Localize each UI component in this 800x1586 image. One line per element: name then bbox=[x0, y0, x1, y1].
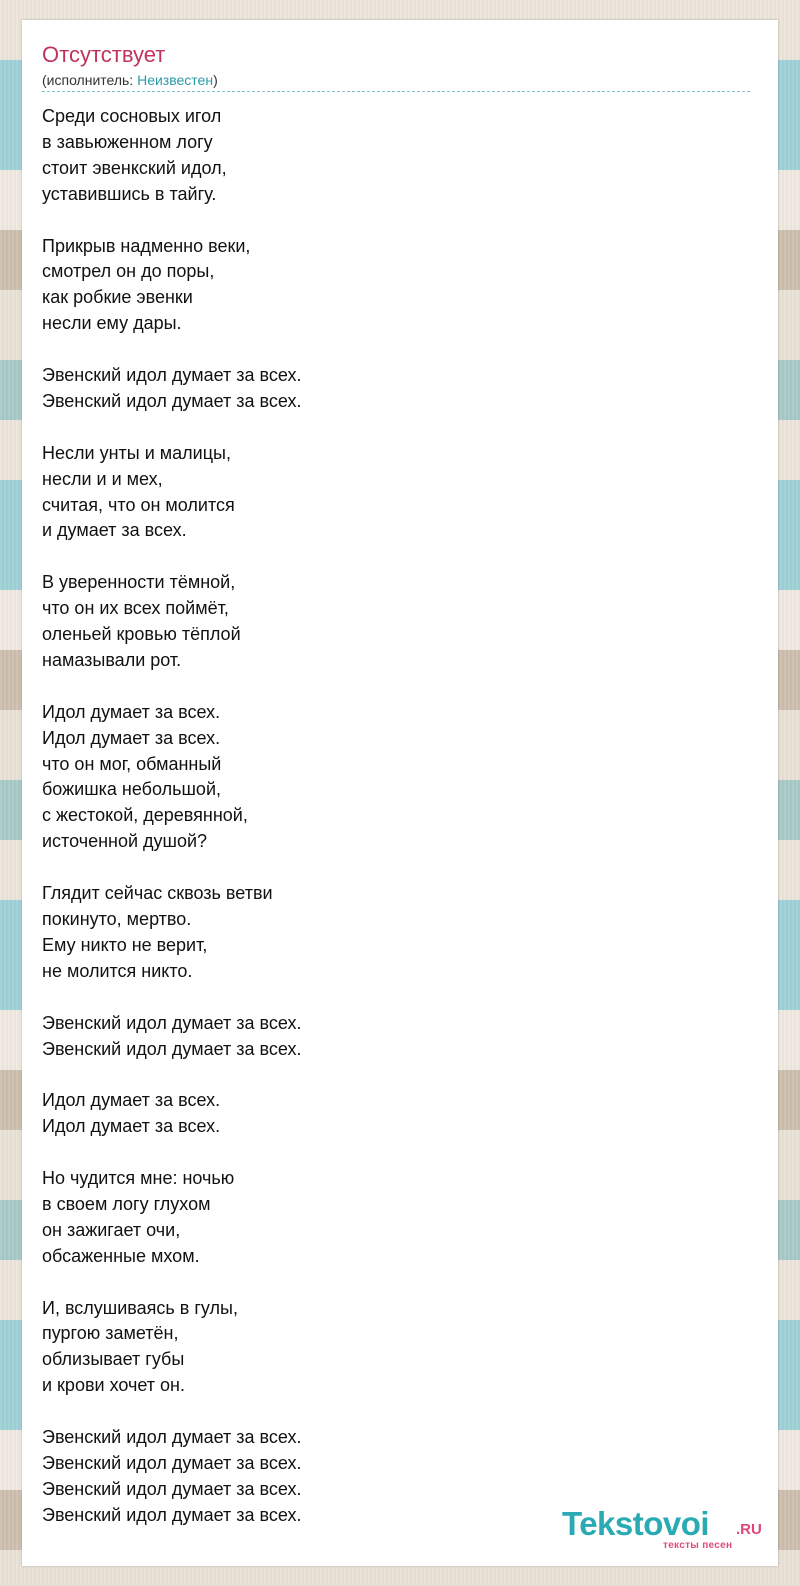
lyrics-stanza bbox=[42, 881, 742, 985]
logo-name: Tekstovoi bbox=[562, 1505, 710, 1542]
lyrics-line: Глядит сейчас сквозь ветви bbox=[42, 883, 273, 904]
artist-line bbox=[42, 71, 218, 89]
lyrics-line: несли и и мех, bbox=[42, 468, 163, 489]
lyrics-line: Идол думает за всех. bbox=[42, 1116, 221, 1137]
lyrics-stanza bbox=[42, 234, 742, 338]
lyrics-line: Среди сосновых игол bbox=[42, 106, 222, 126]
artist-link[interactable]: Неизвестен bbox=[137, 72, 214, 88]
lyrics-line: Эвенский идол думает за всех. bbox=[42, 1038, 302, 1059]
logo-tagline: тексты песен bbox=[663, 1540, 733, 1551]
lyrics-line: И, вслушиваясь в гулы, bbox=[42, 1297, 238, 1318]
lyrics-line: не молится никто. bbox=[42, 960, 193, 981]
lyrics-stanza bbox=[42, 570, 742, 674]
lyrics-line: стоит эвенкский идол, bbox=[42, 157, 227, 178]
lyrics-line: Но чудится мне: ночью bbox=[42, 1168, 235, 1189]
lyrics-stanza bbox=[42, 1088, 742, 1140]
lyrics-line: В уверенности тёмной, bbox=[42, 572, 236, 593]
lyrics-line: и крови хочет он. bbox=[42, 1375, 185, 1396]
lyrics-line: Эвенский идол думает за всех. bbox=[42, 390, 302, 411]
lyrics-line: Эвенский идол думает за всех. bbox=[42, 1478, 302, 1499]
site-logo[interactable] bbox=[562, 1506, 772, 1552]
lyrics-line: считая, что он молится bbox=[42, 494, 235, 515]
lyrics-stanza bbox=[42, 441, 742, 545]
lyrics-line: оленьей кровью тёплой bbox=[42, 624, 241, 645]
lyrics-line: обсаженные мхом. bbox=[42, 1245, 200, 1266]
lyrics-line: источенной душой? bbox=[42, 831, 208, 852]
lyrics-line: Эвенский идол думает за всех. bbox=[42, 1012, 302, 1033]
logo-tld: .RU bbox=[736, 1521, 762, 1538]
lyrics-line: он зажигает очи, bbox=[42, 1219, 181, 1240]
lyrics-line: Эвенский идол думает за всех. bbox=[42, 1452, 302, 1473]
lyrics-line: смотрел он до поры, bbox=[42, 261, 215, 282]
lyrics-line: Идол думает за всех. bbox=[42, 727, 221, 748]
lyrics-stanza bbox=[42, 1166, 742, 1270]
lyrics-line: несли ему дары. bbox=[42, 313, 182, 334]
lyrics-line: Эвенский идол думает за всех. bbox=[42, 1427, 302, 1448]
lyrics-line: Несли унты и малицы, bbox=[42, 442, 231, 463]
song-title: Отсутствует bbox=[42, 42, 166, 67]
lyrics-line: Идол думает за всех. bbox=[42, 1090, 221, 1111]
lyrics-line: что он их всех поймёт, bbox=[42, 598, 229, 619]
lyrics-line: Эвенский идол думает за всех. bbox=[42, 1504, 302, 1525]
lyrics-stanza bbox=[42, 700, 742, 855]
lyrics-line: уставившись в тайгу. bbox=[42, 183, 217, 204]
lyrics-stanza bbox=[42, 1296, 742, 1400]
lyrics-stanza bbox=[42, 104, 742, 208]
lyrics-stanza bbox=[42, 363, 742, 415]
lyrics-card bbox=[22, 20, 778, 1566]
lyrics-line: божишка небольшой, bbox=[42, 779, 221, 800]
lyrics-line: и думает за всех. bbox=[42, 520, 187, 541]
lyrics-stanza bbox=[42, 1011, 742, 1063]
lyrics-line: с жестокой, деревянной, bbox=[42, 805, 248, 826]
lyrics-line: как робкие эвенки bbox=[42, 287, 193, 308]
lyrics-line: Прикрыв надменно веки, bbox=[42, 235, 251, 256]
lyrics-line: в своем логу глухом bbox=[42, 1193, 211, 1214]
lyrics-line: в завьюженном логу bbox=[42, 131, 213, 152]
lyrics-text bbox=[42, 104, 742, 1555]
header-divider bbox=[42, 91, 750, 92]
artist-suffix: ) bbox=[213, 72, 218, 88]
lyrics-line: пургою заметён, bbox=[42, 1323, 179, 1344]
lyrics-line: Эвенский идол думает за всех. bbox=[42, 365, 302, 386]
lyrics-line: облизывает губы bbox=[42, 1349, 185, 1370]
lyrics-line: что он мог, обманный bbox=[42, 753, 222, 774]
lyrics-line: Идол думает за всех. bbox=[42, 701, 221, 722]
artist-prefix: (исполнитель: bbox=[42, 72, 138, 88]
lyrics-line: Ему никто не верит, bbox=[42, 934, 208, 955]
lyrics-line: покинуто, мертво. bbox=[42, 909, 192, 929]
lyrics-line: намазывали рот. bbox=[42, 649, 182, 670]
